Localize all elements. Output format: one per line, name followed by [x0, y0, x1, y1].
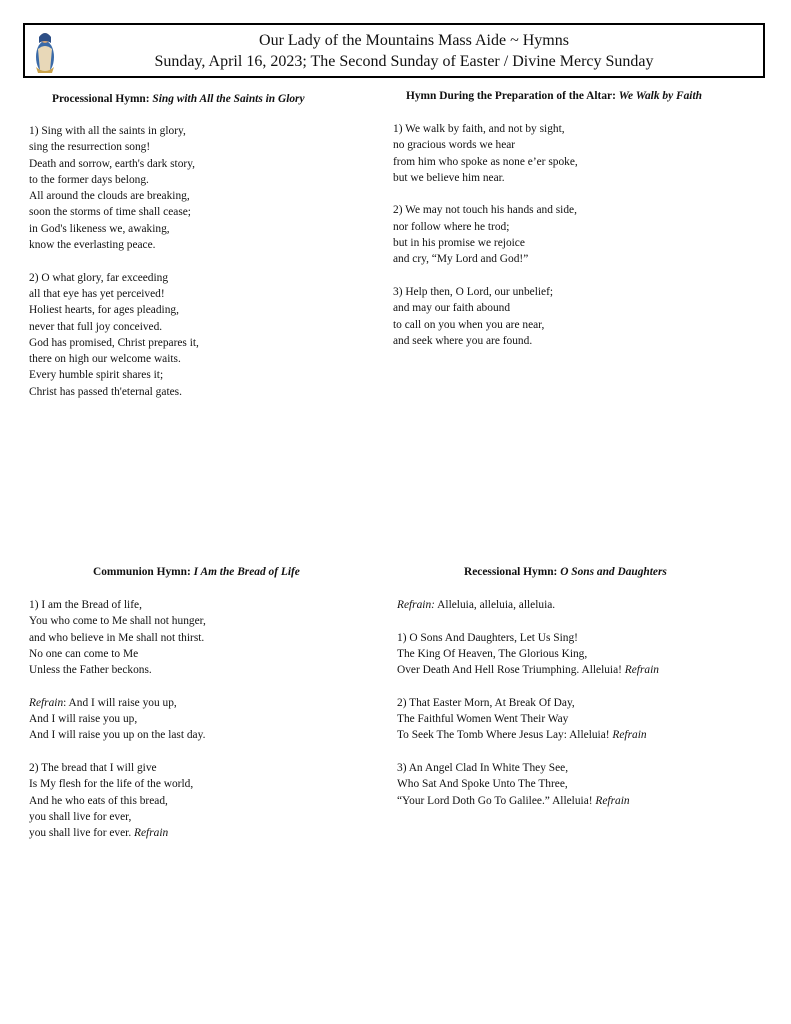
header-date: Sunday, April 16, 2023; The Second Sunday of Easter / Divine Mercy Sunday — [154, 53, 654, 70]
verse-line: 2) O what glory, far exceeding — [29, 271, 169, 284]
stanza — [397, 630, 659, 679]
verse-line: You who come to Me shall not hunger, — [29, 615, 206, 628]
preparation-heading — [406, 90, 702, 102]
verse-line: And I will raise you up on the last day. — [29, 729, 206, 742]
verse-line: 1) I am the Bread of life, — [29, 599, 142, 611]
communion-heading — [93, 566, 300, 578]
stanza — [393, 121, 578, 186]
refrain-tag: Refrain — [595, 794, 630, 807]
preparation-hymn — [393, 121, 578, 365]
verse-line — [29, 695, 206, 711]
verse-line: Death and sorrow, earth's dark story, — [29, 157, 196, 170]
verse-line: to call on you when you are near, — [393, 318, 545, 331]
verse-line: 3) An Angel Clad In White They See, — [397, 761, 569, 774]
verse-line — [397, 662, 659, 678]
verse-line: The Faithful Women Went Their Way — [397, 713, 569, 726]
verse-line: but in his promise we rejoice — [393, 237, 525, 250]
refrain-tag: Refrain — [624, 664, 659, 677]
verse-line: The King Of Heaven, The Glorious King, — [397, 647, 588, 660]
verse-line: and may our faith abound — [393, 302, 511, 315]
verse-text: To Seek The Tomb Where Jesus Lay: Alleluia! — [397, 729, 613, 742]
verse-line: Christ has passed th'eternal gates. — [29, 385, 182, 398]
stanza — [29, 270, 199, 400]
stanza — [393, 202, 578, 267]
verse-line: 1) O Sons And Daughters, Let Us Sing! — [397, 631, 578, 644]
processional-heading — [52, 93, 305, 105]
verse-line: you shall live for ever, — [29, 810, 132, 823]
communion-title: I Am the Bread of Life — [193, 566, 300, 578]
stanza — [29, 760, 206, 841]
processional-label: Processional Hymn: — [52, 93, 153, 105]
verse-line: 2) We may not touch his hands and side, — [393, 204, 577, 217]
refrain-label: Refrain — [29, 696, 64, 709]
verse-line: from him who spoke as none e’er spoke, — [393, 155, 578, 168]
refrain-text: : And I will raise you up, — [63, 696, 177, 709]
verse-text: “Your Lord Doth Go To Galilee.” Alleluia! — [397, 794, 596, 807]
verse-line: 1) We walk by faith, and not by sight, — [393, 123, 565, 135]
recessional-hymn — [397, 597, 659, 825]
verse-line: to the former days belong. — [29, 173, 149, 186]
verse-line: there on high our welcome waits. — [29, 353, 181, 366]
verse-line: 3) Help then, O Lord, our unbelief; — [393, 285, 554, 298]
verse-line: Every humble spirit shares it; — [29, 369, 164, 382]
stanza — [397, 695, 659, 744]
refrain-tag: Refrain — [134, 827, 169, 840]
refrain-label: Refrain: — [397, 599, 435, 611]
processional-title: Sing with All the Saints in Glory — [152, 93, 305, 105]
verse-text: Over Death And Hell Rose Triumphing. Alleluia! — [397, 664, 625, 677]
processional-hymn — [29, 123, 199, 416]
verse-line: All around the clouds are breaking, — [29, 190, 190, 203]
header-title: Our Lady of the Mountains Mass Aide ~ Hymns — [259, 32, 569, 49]
verse-line: Holiest hearts, for ages pleading, — [29, 304, 179, 317]
verse-line: Who Sat And Spoke Unto The Three, — [397, 778, 568, 791]
verse-line: all that eye has yet perceived! — [29, 287, 165, 300]
recessional-title: O Sons and Daughters — [560, 566, 667, 578]
refrain-tag: Refrain — [612, 729, 647, 742]
refrain — [397, 597, 659, 613]
verse-line: never that full joy conceived. — [29, 320, 163, 333]
stanza — [393, 284, 578, 349]
stanza — [29, 123, 199, 253]
communion-hymn — [29, 597, 206, 858]
verse-line — [397, 727, 659, 743]
verse-line: 1) Sing with all the saints in glory, — [29, 125, 186, 137]
recessional-heading — [464, 566, 667, 578]
verse-line: in God's likeness we, awaking, — [29, 222, 170, 235]
verse-line — [29, 825, 206, 841]
refrain-text: Alleluia, alleluia, alleluia. — [434, 599, 556, 611]
verse-line: know the everlasting peace. — [29, 239, 156, 252]
recessional-label: Recessional Hymn: — [464, 566, 561, 578]
verse-line: 2) That Easter Morn, At Break Of Day, — [397, 696, 575, 709]
verse-line: sing the resurrection song! — [29, 141, 151, 154]
verse-line: soon the storms of time shall cease; — [29, 206, 191, 219]
verse-line — [397, 597, 659, 613]
verse-line: 2) The bread that I will give — [29, 761, 157, 774]
preparation-label: Hymn During the Preparation of the Altar: — [406, 90, 619, 102]
verse-line: and cry, “My Lord and God!” — [393, 253, 529, 266]
header-box — [23, 23, 765, 78]
stanza — [397, 760, 659, 809]
verse-line: no gracious words we hear — [393, 139, 516, 152]
verse-line: Is My flesh for the life of the world, — [29, 778, 194, 791]
communion-label: Communion Hymn: — [93, 566, 194, 578]
stanza — [29, 597, 206, 678]
verse-line: God has promised, Christ prepares it, — [29, 336, 199, 349]
verse-line: and seek where you are found. — [393, 334, 533, 347]
refrain — [29, 695, 206, 744]
verse-line: And I will raise you up, — [29, 713, 138, 726]
verse-line: No one can come to Me — [29, 647, 139, 660]
verse-text: you shall live for ever. — [29, 827, 135, 840]
preparation-title: We Walk by Faith — [618, 90, 702, 102]
verse-line: and who believe in Me shall not thirst. — [29, 631, 205, 644]
verse-line: nor follow where he trod; — [393, 220, 510, 233]
verse-line: And he who eats of this bread, — [29, 794, 168, 807]
verse-line — [397, 793, 659, 809]
verse-line: but we believe him near. — [393, 171, 505, 184]
verse-line: Unless the Father beckons. — [29, 664, 152, 677]
